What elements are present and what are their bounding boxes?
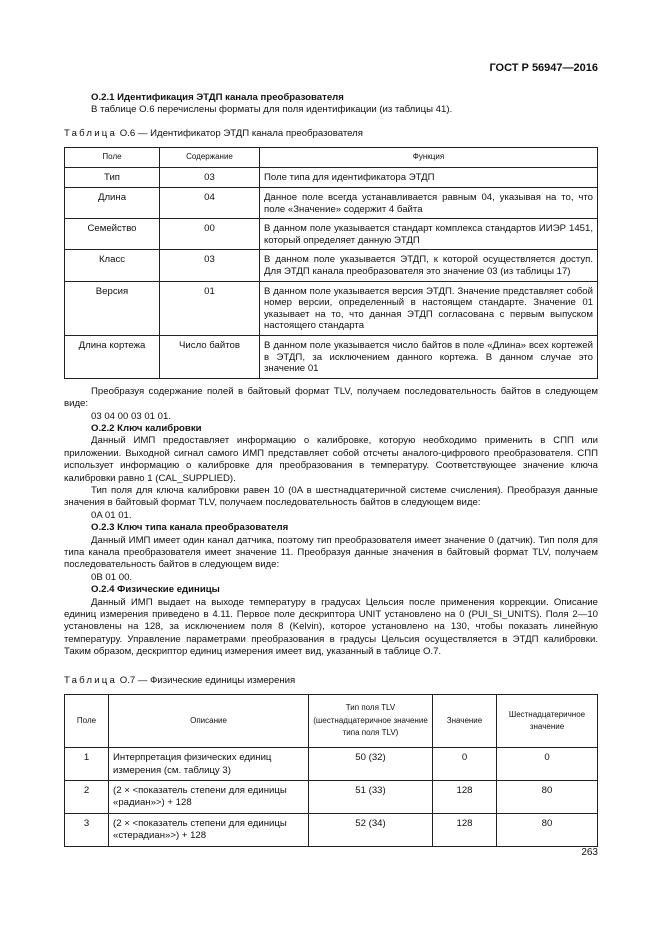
byte-sequence: 0A 01 01.: [91, 509, 132, 521]
cell-content: 04: [160, 188, 260, 219]
section-heading-o22: О.2.2 Ключ калибровки: [91, 422, 202, 434]
table-row: [65, 748, 598, 781]
cell-content: 03: [160, 250, 260, 281]
cell-field: Длина кортежа: [65, 335, 160, 378]
cell-content: 00: [160, 219, 260, 250]
table-row: [65, 219, 598, 250]
cell-tlv-type: 50 (32): [309, 748, 433, 781]
cell-field: Класс: [65, 250, 160, 281]
cell-value: 0: [433, 748, 497, 781]
col-header-content: Содержание: [160, 148, 260, 167]
cell-value: 128: [433, 813, 497, 846]
cell-field: Тип: [65, 167, 160, 187]
cell-content: Число байтов: [160, 335, 260, 378]
cell-field: 2: [65, 780, 109, 813]
cell-function: В данном поле указывается стандарт комплекса стандартов ИИЭР 1451, который определяет данную ЭТДП: [260, 219, 598, 250]
cell-field: Семейство: [65, 219, 160, 250]
table-caption-o7: [64, 675, 598, 687]
table-row: [65, 188, 598, 219]
cell-function: В данном поле указывается ЭТДП, к которой осуществляется доступ. Для ЭТДП канала преобразователя это значение 03 (из таблицы 17): [260, 250, 598, 281]
table-caption-label: Таблица: [64, 674, 118, 686]
document-code: ГОСТ Р 56947—2016: [489, 62, 598, 74]
table-caption-o6: [64, 128, 598, 140]
section-heading-o21: О.2.1 Идентификация ЭТДП канала преобразователя: [91, 92, 344, 103]
col-header-hex-value: Шестнадцатеричное значение: [497, 695, 598, 748]
table-row: [65, 780, 598, 813]
cell-function: В данном поле указывается число байтов в поле «Длина» всех кортежей в ЭТДП, за исключением данного кортежа. В данном случае это значение 01: [260, 335, 598, 378]
cell-content: 01: [160, 281, 260, 335]
paragraph: Данный ИМП выдает на выходе температуру в градусах Цельсия после применения коррекции. Описание единиц измерения приведено в 4.11. Первое поле дескриптора UNIT установлено на 0 (PUI_SI_UNITS). Поля 2—10 установлены на 128, за исключением поля 8 (Kelvin), которое установлено на 130, чтобы показать линейную температуру. Управление параметрами преобразования в градусы Цельсия осуществляется в ЭТДП калибровки. Таким образом, дескриптор единиц измерения имеет вид, указанный в таблице О.7.: [64, 596, 598, 658]
cell-function: В данном поле указывается версия ЭТДП. Значение представляет собой номер версии, определенный в настоящем стандарте. Значение 01 указывает на то, что данная ЭТДП согласована с первым выпуском настоящего стандарта: [260, 281, 598, 335]
byte-sequence: 03 04 00 03 01 01.: [91, 410, 172, 422]
col-header-field: Поле: [65, 148, 160, 167]
table-row: [65, 281, 598, 335]
cell-content: 03: [160, 167, 260, 187]
paragraph: Тип поля для ключа калибровки равен 10 (0A в шестнадцатеричной системе счисления). Преобразуя данные значения в байтовый формат TLV, получаем последовательность байтов в следующем виде:: [64, 485, 598, 509]
table-caption-text: О.6 — Идентификатор ЭТДП канала преобразователя: [119, 127, 363, 139]
cell-field: 3: [65, 813, 109, 846]
table-caption-text: О.7 — Физические единицы измерения: [119, 674, 296, 686]
cell-value: 128: [433, 780, 497, 813]
col-header-description: Описание: [109, 695, 309, 748]
cell-field: Версия: [65, 281, 160, 335]
cell-tlv-type: 52 (34): [309, 813, 433, 846]
page-content: [64, 92, 598, 847]
cell-field: Длина: [65, 188, 160, 219]
paragraph: Данный ИМП предоставляет информацию о калибровке, которую необходимо применить в СПП или приложении. Выходной сигнал самого ИМП представляет собой отсчеты аналого-цифрового преобразователя. СПП использует информацию о калибровке для преобразования в температуру. Соответствующее значение ключа калибровки равно 1 (CAL_SUPPLIED).: [64, 435, 598, 484]
table-row: [65, 335, 598, 378]
section-heading-o23: О.2.3 Ключ типа канала преобразователя: [91, 522, 289, 534]
cell-function: Данное поле всегда устанавливается равным 04, указывая на то, что поле «Значение» содержит 4 байта: [260, 188, 598, 219]
table-header-row: [65, 695, 598, 748]
col-header-field: Поле: [65, 695, 109, 748]
cell-hex-value: 0: [497, 748, 598, 781]
table-caption-label: Таблица: [64, 127, 118, 139]
table-header-row: [65, 148, 598, 167]
col-header-value: Значение: [433, 695, 497, 748]
cell-tlv-type: 51 (33): [309, 780, 433, 813]
paragraph: Преобразуя содержание полей в байтовый формат TLV, получаем последовательность байтов в следующем виде:: [64, 385, 598, 410]
table-o6: [64, 147, 598, 379]
col-header-tlv-type: Тип поля TLV (шестнадцатеричное значение типа поля TLV): [309, 695, 433, 748]
byte-sequence: 0B 01 00.: [91, 571, 133, 583]
paragraph: Данный ИМП имеет один канал датчика, поэтому тип преобразователя имеет значение 0 (датчик). Тип поля для типа канала преобразователя имеет значение 11. Преобразуя данные значения в байтовый формат TLV, получаем последовательность байтов в следующем виде:: [64, 534, 598, 571]
table-row: [65, 250, 598, 281]
cell-description: Интерпретация физических единиц измерения (см. таблицу 3): [109, 748, 309, 781]
table-row: [65, 813, 598, 846]
cell-hex-value: 80: [497, 780, 598, 813]
cell-description: (2 × <показатель степени для единицы «стерадиан»>) + 128: [109, 813, 309, 846]
col-header-function: Функция: [260, 148, 598, 167]
section-heading-o24: О.2.4 Физические единицы: [91, 584, 220, 596]
cell-field: 1: [65, 748, 109, 781]
paragraph: В таблице О.6 перечислены форматы для поля идентификации (из таблицы 41).: [91, 104, 453, 116]
table-o7: [64, 694, 598, 846]
page-number: 263: [581, 847, 598, 858]
cell-hex-value: 80: [497, 813, 598, 846]
cell-description: (2 × <показатель степени для единицы «радиан»>) + 128: [109, 780, 309, 813]
table-row: [65, 167, 598, 187]
cell-function: Поле типа для идентификатора ЭТДП: [260, 167, 598, 187]
